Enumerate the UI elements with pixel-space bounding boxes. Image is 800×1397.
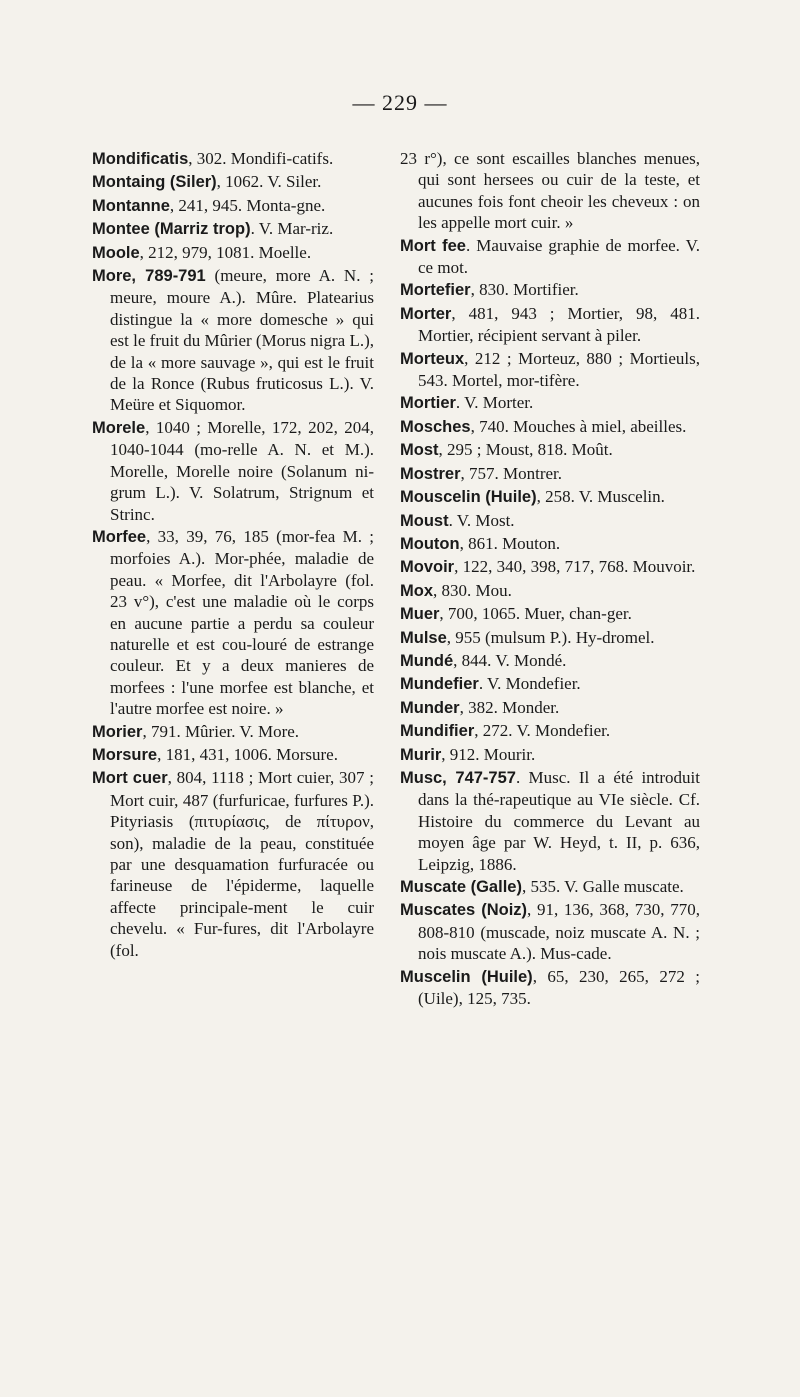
glossary-entry [400, 744, 700, 766]
entry-gloss: , 65, 230, 265, 272 ; (Uile), 125, 735. [418, 966, 700, 1009]
glossary-entry [92, 744, 374, 766]
entry-headword: Musc, 747-757 [400, 768, 516, 787]
glossary-entry [400, 533, 700, 555]
entry-gloss: . V. Most. [448, 510, 515, 530]
glossary-entry [400, 392, 700, 414]
glossary-entry [400, 673, 700, 695]
glossary-entry [92, 171, 374, 193]
entry-gloss: , 122, 340, 398, 717, 768. Mouvoir. [454, 557, 696, 577]
entry-gloss: , 791. Mûrier. V. More. [142, 721, 300, 741]
glossary-entry [400, 303, 700, 347]
entry-gloss: , 272. V. Mondefier. [474, 721, 611, 741]
glossary-entry [400, 279, 700, 301]
entry-gloss: . Musc. Il a été introduit dans la thé-rapeutique au VIe siècle. Cf. Histoire du commerce du Levant au moyen âge par W. Heyd, t. II, p. 636, Leipzig, 1886. [418, 767, 700, 874]
left-column [92, 148, 374, 962]
entry-gloss: , 1040 ; Morelle, 172, 202, 204, 1040-1044 (mo-relle A. N. et M.). Morelle, Morelle noire (Solanum ni-grum L.). V. Solatrum, Strignum et Strinc. [110, 417, 374, 524]
entry-headword: Mostrer [400, 464, 461, 483]
entry-gloss: . V. Mar-riz. [250, 219, 334, 239]
entry-headword: Mox [400, 581, 433, 600]
glossary-entry [400, 603, 700, 625]
entry-gloss: , 181, 431, 1006. Morsure. [157, 744, 338, 764]
right-column [400, 148, 700, 1010]
entry-gloss: , 91, 136, 368, 730, 770, 808-810 (muscade, noiz muscate A. N. ; nois muscate A.). Mus-cade. [418, 900, 700, 964]
glossary-entry [400, 966, 700, 1010]
glossary-entry [400, 439, 700, 461]
entry-headword: Mortefier [400, 281, 471, 300]
entry-gloss: . Mauvaise graphie de morfee. V. ce mot. [418, 235, 701, 278]
entry-gloss: , 844. V. Mondé. [453, 650, 567, 670]
entry-headword: Moole [92, 243, 140, 262]
glossary-entry [400, 556, 700, 578]
glossary-entry [400, 348, 700, 392]
entry-gloss: (meure, more A. N. ; meure, moure A.). Mûre. Platearius distingue la « more domesche » qui est le fruit du Mûrier (Morus nigra L.), de la « more sauvage », qui est le fruit de la Ronce (Rubus fruticosus L.). V. Meüre et Siquomor. [110, 266, 374, 415]
glossary-entry [92, 721, 374, 743]
entry-headword: More, 789-791 [92, 267, 206, 286]
entry-gloss: , 258. V. Muscelin. [536, 487, 665, 507]
entry-headword: Montee (Marriz trop) [92, 220, 251, 239]
entry-gloss: , 700, 1065. Muer, chan-ger. [439, 604, 632, 624]
glossary-entry [92, 767, 374, 961]
glossary-entry [400, 463, 700, 485]
entry-headword: Mundifier [400, 722, 475, 741]
entry-headword: Mundé [400, 651, 454, 670]
entry-headword: Mondificatis [92, 150, 189, 168]
entry-headword: Most [400, 441, 439, 460]
glossary-entry [400, 720, 700, 742]
entry-headword: Movoir [400, 558, 455, 577]
glossary-entry [400, 416, 700, 438]
entry-headword: Morele [92, 418, 146, 437]
page-number: — 229 — [352, 90, 448, 115]
entry-headword: Mort cuer [92, 769, 168, 788]
entry-headword: Morteux [400, 349, 465, 368]
glossary-entry [92, 195, 374, 217]
entry-headword: Muscates (Noiz) [400, 901, 528, 920]
entry-headword: Morier [92, 722, 143, 741]
glossary-entry [92, 417, 374, 525]
entry-headword: Muscate (Galle) [400, 878, 522, 896]
entry-headword: Morter [400, 304, 452, 323]
glossary-entry [92, 148, 374, 170]
glossary-entry [400, 650, 700, 672]
entry-gloss: , 212 ; Morteuz, 880 ; Mortieuls, 543. Mortel, mor-tifère. [418, 348, 700, 391]
glossary-entry [400, 148, 700, 234]
entry-headword: Munder [400, 698, 460, 717]
glossary-entry [400, 767, 700, 875]
entry-headword: Mortier [400, 394, 456, 413]
glossary-entry [400, 510, 700, 532]
entry-headword: Morsure [92, 745, 158, 764]
entry-headword: Mulse [400, 628, 447, 647]
entry-gloss: , 535. V. Galle muscate. [521, 877, 684, 896]
entry-gloss: , 1062. V. Siler. [216, 172, 322, 192]
entry-gloss: , 955 (mulsum P.). Hy-dromel. [446, 627, 655, 647]
entry-headword: Moust [400, 511, 449, 530]
glossary-entry [400, 627, 700, 649]
entry-gloss: , 295 ; Moust, 818. Moût. [438, 440, 613, 460]
entry-headword: Mundefier [400, 675, 479, 694]
glossary-entry [400, 697, 700, 719]
entry-gloss: , 212, 979, 1081. Moelle. [139, 242, 312, 262]
entry-headword: Morfee [92, 527, 147, 546]
entry-gloss: , 804, 1118 ; Mort cuier, 307 ; Mort cuir, 487 (furfuricae, furfures P.). Pityriasis (πιτυρίασις, de πίτυρον, son), maladie de la peau, constituée par une desquamation furfuracée ou farineuse de l'épiderme, laquelle affecte principale-ment le cuir chevelu. « Fur-fures, dit l'Arbolayre (fol. [110, 768, 374, 960]
glossary-entry [400, 876, 700, 898]
glossary-entry [400, 235, 700, 279]
entry-gloss: , 302. Mondifi-catifs. [188, 149, 334, 168]
entry-headword: Montaing (Siler) [92, 173, 217, 192]
entry-gloss: , 830. Mortifier. [470, 280, 579, 300]
entry-gloss: , 912. Mourir. [441, 744, 536, 764]
glossary-entry [92, 265, 374, 416]
entry-gloss: , 757. Montrer. [460, 463, 563, 483]
entry-gloss: , 740. Mouches à miel, abeilles. [470, 416, 687, 436]
glossary-entry [92, 218, 374, 240]
entry-headword: Mouscelin (Huile) [400, 488, 537, 507]
glossary-entry [400, 580, 700, 602]
entry-headword: Murir [400, 745, 442, 764]
entry-gloss: , 830. Mou. [433, 580, 512, 600]
entry-gloss: . V. Mondefier. [478, 674, 581, 694]
entry-headword: Mouton [400, 534, 460, 553]
glossary-entry [400, 899, 700, 964]
entry-headword: Muer [400, 605, 440, 624]
entry-headword: Mort fee [400, 236, 466, 255]
glossary-entry [92, 242, 374, 264]
glossary-entry [92, 526, 374, 720]
entry-gloss: , 382. Monder. [459, 697, 560, 717]
entry-gloss: , 861. Mouton. [459, 533, 561, 553]
entry-headword: Montanne [92, 196, 170, 215]
entry-gloss: 23 r°), ce sont escailles blanches menues, qui sont hersees ou cuir de la teste, et aucunes fois font cheoir les cheveux : on les appelle mort cuir. » [400, 149, 700, 233]
entry-headword: Mosches [400, 417, 471, 436]
entry-headword: Muscelin (Huile) [400, 967, 533, 986]
entry-gloss: , 33, 39, 76, 185 (mor-fea M. ; morfoies A.). Mor-phée, maladie de peau. « Morfee, dit l'Arbolayre (fol. 23 v°), c'est une maladie où le corps en aucune partie a perdu sa couleur naturelle et est cou-louré de estrange couleur. Et y a deux manieres de morfees : l'une morfee est blanche, et l'autre morfee est noire. » [110, 526, 374, 719]
entry-gloss: , 481, 943 ; Mortier, 98, 481. Mortier, récipient servant à piler. [418, 303, 700, 346]
glossary-entry [400, 486, 700, 508]
entry-gloss: , 241, 945. Monta-gne. [169, 195, 326, 215]
entry-gloss: . V. Morter. [455, 393, 534, 413]
